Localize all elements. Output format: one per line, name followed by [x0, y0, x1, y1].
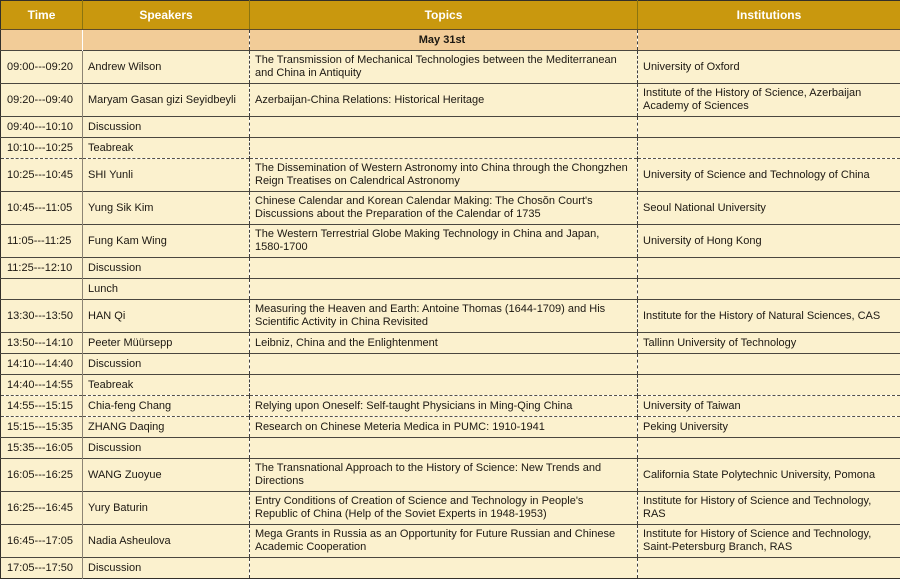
- time-cell: 15:15---15:35: [1, 417, 83, 438]
- time-cell: 13:50---14:10: [1, 333, 83, 354]
- time-cell: 10:10---10:25: [1, 138, 83, 159]
- table-row: [1, 138, 900, 159]
- topic-cell: The Western Terrestrial Globe Making Technology in China and Japan, 1580-1700: [250, 225, 638, 258]
- institution-cell: Peking University: [638, 417, 900, 438]
- table-row: [1, 117, 900, 138]
- speaker-cell: SHI Yunli: [83, 159, 250, 192]
- topic-cell: [250, 258, 638, 279]
- institution-cell: [638, 375, 900, 396]
- institution-cell: Institute for the History of Natural Sciences, CAS: [638, 300, 900, 333]
- speaker-cell: Teabreak: [83, 375, 250, 396]
- institution-cell: University of Hong Kong: [638, 225, 900, 258]
- date-row-institution-cell: [638, 30, 900, 51]
- institution-cell: [638, 438, 900, 459]
- table-row: [1, 192, 900, 225]
- speaker-cell: Chia-feng Chang: [83, 396, 250, 417]
- table-row: [1, 459, 900, 492]
- topic-cell: [250, 117, 638, 138]
- table-row: [1, 258, 900, 279]
- date-row-time-cell: [1, 30, 83, 51]
- topic-cell: Chinese Calendar and Korean Calendar Making: The Chosŏn Court's Discussions about the Preparation of the Calendar of 1735: [250, 192, 638, 225]
- date-row: [1, 30, 900, 51]
- institution-cell: [638, 354, 900, 375]
- speaker-cell: Fung Kam Wing: [83, 225, 250, 258]
- speaker-cell: Yung Sik Kim: [83, 192, 250, 225]
- table-row: [1, 558, 900, 579]
- date-row-speaker-cell: [83, 30, 250, 51]
- topic-cell: Relying upon Oneself: Self-taught Physicians in Ming-Qing China: [250, 396, 638, 417]
- table-row: [1, 225, 900, 258]
- time-cell: 13:30---13:50: [1, 300, 83, 333]
- table-row: [1, 159, 900, 192]
- speaker-cell: Andrew Wilson: [83, 51, 250, 84]
- topic-cell: Entry Conditions of Creation of Science and Technology in People's Republic of China (Help of the Soviet Experts in 1948-1953): [250, 492, 638, 525]
- institution-cell: Institute for History of Science and Technology, RAS: [638, 492, 900, 525]
- institution-cell: [638, 558, 900, 579]
- topic-cell: The Transmission of Mechanical Technologies between the Mediterranean and China in Antiquity: [250, 51, 638, 84]
- time-cell: 14:10---14:40: [1, 354, 83, 375]
- topic-cell: [250, 438, 638, 459]
- speaker-cell: Discussion: [83, 438, 250, 459]
- table-row: [1, 354, 900, 375]
- column-header-institutions: Institutions: [638, 1, 900, 30]
- time-cell: 14:40---14:55: [1, 375, 83, 396]
- speaker-cell: Discussion: [83, 258, 250, 279]
- speaker-cell: Discussion: [83, 117, 250, 138]
- institution-cell: University of Oxford: [638, 51, 900, 84]
- column-header-topics: Topics: [250, 1, 638, 30]
- institution-cell: [638, 117, 900, 138]
- table-row: [1, 51, 900, 84]
- institution-cell: Institute of the History of Science, Azerbaijan Academy of Sciences: [638, 84, 900, 117]
- table-row: [1, 84, 900, 117]
- topic-cell: [250, 375, 638, 396]
- topic-cell: Leibniz, China and the Enlightenment: [250, 333, 638, 354]
- time-cell: 11:05---11:25: [1, 225, 83, 258]
- time-cell: 10:25---10:45: [1, 159, 83, 192]
- date-label: May 31st: [250, 30, 638, 51]
- institution-cell: [638, 279, 900, 300]
- speaker-cell: Maryam Gasan gizi Seyidbeyli: [83, 84, 250, 117]
- time-cell: [1, 279, 83, 300]
- time-cell: 09:40---10:10: [1, 117, 83, 138]
- column-header-speakers: Speakers: [83, 1, 250, 30]
- table-row: [1, 438, 900, 459]
- table-row: [1, 375, 900, 396]
- table-row: [1, 300, 900, 333]
- table-row: [1, 333, 900, 354]
- topic-cell: The Dissemination of Western Astronomy into China through the Chongzhen Reign Treatises on Calendrical Astronomy: [250, 159, 638, 192]
- institution-cell: Tallinn University of Technology: [638, 333, 900, 354]
- speaker-cell: Lunch: [83, 279, 250, 300]
- institution-cell: [638, 258, 900, 279]
- institution-cell: Institute for History of Science and Technology, Saint-Petersburg Branch, RAS: [638, 525, 900, 558]
- speaker-cell: Peeter Müürsepp: [83, 333, 250, 354]
- time-cell: 09:00---09:20: [1, 51, 83, 84]
- time-cell: 17:05---17:50: [1, 558, 83, 579]
- topic-cell: Measuring the Heaven and Earth: Antoine Thomas (1644-1709) and His Scientific Activity in China Revisited: [250, 300, 638, 333]
- time-cell: 15:35---16:05: [1, 438, 83, 459]
- time-cell: 10:45---11:05: [1, 192, 83, 225]
- time-cell: 11:25---12:10: [1, 258, 83, 279]
- topic-cell: [250, 138, 638, 159]
- speaker-cell: Yury Baturin: [83, 492, 250, 525]
- header-row: [1, 1, 900, 30]
- topic-cell: The Transnational Approach to the History of Science: New Trends and Directions: [250, 459, 638, 492]
- institution-cell: California State Polytechnic University, Pomona: [638, 459, 900, 492]
- speaker-cell: Discussion: [83, 354, 250, 375]
- speaker-cell: ZHANG Daqing: [83, 417, 250, 438]
- column-header-time: Time: [1, 1, 83, 30]
- speaker-cell: HAN Qi: [83, 300, 250, 333]
- table-row: [1, 417, 900, 438]
- topic-cell: [250, 354, 638, 375]
- table-row: [1, 396, 900, 417]
- time-cell: 09:20---09:40: [1, 84, 83, 117]
- time-cell: 16:05---16:25: [1, 459, 83, 492]
- topic-cell: [250, 558, 638, 579]
- topic-cell: Azerbaijan-China Relations: Historical Heritage: [250, 84, 638, 117]
- table-row: [1, 525, 900, 558]
- time-cell: 14:55---15:15: [1, 396, 83, 417]
- time-cell: 16:45---17:05: [1, 525, 83, 558]
- topic-cell: [250, 279, 638, 300]
- speaker-cell: Teabreak: [83, 138, 250, 159]
- time-cell: 16:25---16:45: [1, 492, 83, 525]
- speaker-cell: Discussion: [83, 558, 250, 579]
- table-row: [1, 492, 900, 525]
- institution-cell: University of Taiwan: [638, 396, 900, 417]
- topic-cell: Mega Grants in Russia as an Opportunity for Future Russian and Chinese Academic Cooperation: [250, 525, 638, 558]
- table-row: [1, 279, 900, 300]
- institution-cell: [638, 138, 900, 159]
- speaker-cell: WANG Zuoyue: [83, 459, 250, 492]
- institution-cell: University of Science and Technology of China: [638, 159, 900, 192]
- speaker-cell: Nadia Asheulova: [83, 525, 250, 558]
- institution-cell: Seoul National University: [638, 192, 900, 225]
- topic-cell: Research on Chinese Meteria Medica in PUMC: 1910-1941: [250, 417, 638, 438]
